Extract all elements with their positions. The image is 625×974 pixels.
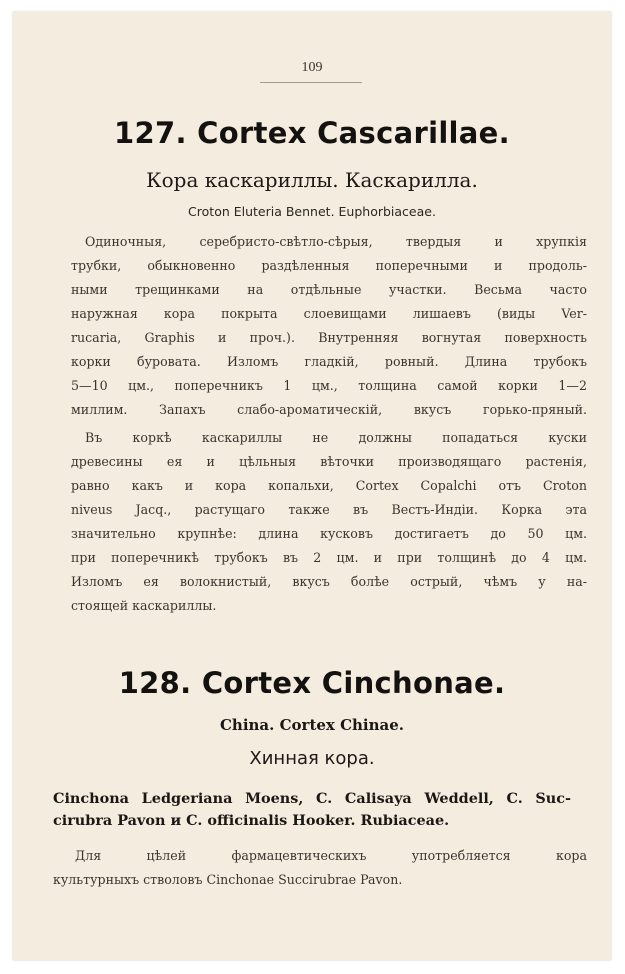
- section-127-text-line: rucaria, Graphis и проч.). Внутренняя вогнутая поверхность: [71, 330, 587, 345]
- section-127-text-line: ными трещинками на отдѣльные участки. Весьма часто: [71, 282, 587, 297]
- section-127-botanical-name: Croton Eluteria Bennet. Euphorbiaceae.: [188, 204, 436, 219]
- section-127-text-line: Изломъ ея волокнистый, вкусъ болѣе острый, чѣмъ у на-: [71, 574, 587, 589]
- section-128-russian-title: Хинная кора.: [249, 748, 375, 769]
- section-127-text-line: корки буровата. Изломъ гладкій, ровный. Длина трубокъ: [71, 354, 587, 369]
- section-128-text-line: Для цѣлей фармацевтическихъ употребляется кора: [75, 848, 587, 863]
- section-128-botanical-line: Cinchona Ledgeriana Moens, C. Calisaya Weddell, C. Suc-: [53, 790, 571, 807]
- section-127-text-line: равно какъ и кора копальхи, Cortex Copalchi отъ Croton: [71, 478, 587, 493]
- section-127-title: 127. Cortex Cascarillae.: [114, 116, 510, 150]
- section-127-text-line: Одиночныя, серебристо-свѣтло-сѣрыя, твердыя и хрупкія: [85, 234, 587, 249]
- book-page: [13, 12, 611, 960]
- section-127-text-line: niveus Jacq., растущаго также въ Вестъ-Индіи. Корка эта: [71, 502, 587, 517]
- section-127-russian-title: Кора каскариллы. Каскарилла.: [146, 168, 478, 192]
- section-127-text-line: трубки, обыкновенно раздѣленныя поперечными и продоль-: [71, 258, 587, 273]
- section-127-text-line: при поперечникѣ трубокъ въ 2 цм. и при толщинѣ до 4 цм.: [71, 550, 587, 565]
- section-128-botanical-line: cirubra Pavon и C. officinalis Hooker. Rubiaceae.: [53, 812, 450, 829]
- section-127-text-line: Въ коркѣ каскариллы не должны попадаться куски: [85, 430, 587, 445]
- section-127-text-line: стоящей каскариллы.: [71, 598, 217, 613]
- section-128-title: 128. Cortex Cinchonae.: [118, 666, 506, 700]
- section-127-text-line: древесины ея и цѣльныя вѣточки производящаго растенія,: [71, 454, 587, 469]
- section-127-text-line: 5—10 цм., поперечникъ 1 цм., толщина самой корки 1—2: [71, 378, 587, 393]
- section-128-latin-synonym: China. Cortex Chinae.: [219, 716, 405, 734]
- section-128-text-line: культурныхъ стволовъ Cinchonae Succirubrae Pavon.: [53, 872, 403, 887]
- section-127-text-line: миллим. Запахъ слабо-ароматическій, вкусъ горько-пряный.: [71, 402, 587, 417]
- header-rule: [260, 82, 362, 83]
- section-127-text-line: наружная кора покрыта слоевищами лишаевъ (виды Ver-: [71, 306, 587, 321]
- section-127-text-line: значительно крупнѣе: длина кусковъ достигаетъ до 50 цм.: [71, 526, 587, 541]
- page-number: 109: [301, 60, 323, 75]
